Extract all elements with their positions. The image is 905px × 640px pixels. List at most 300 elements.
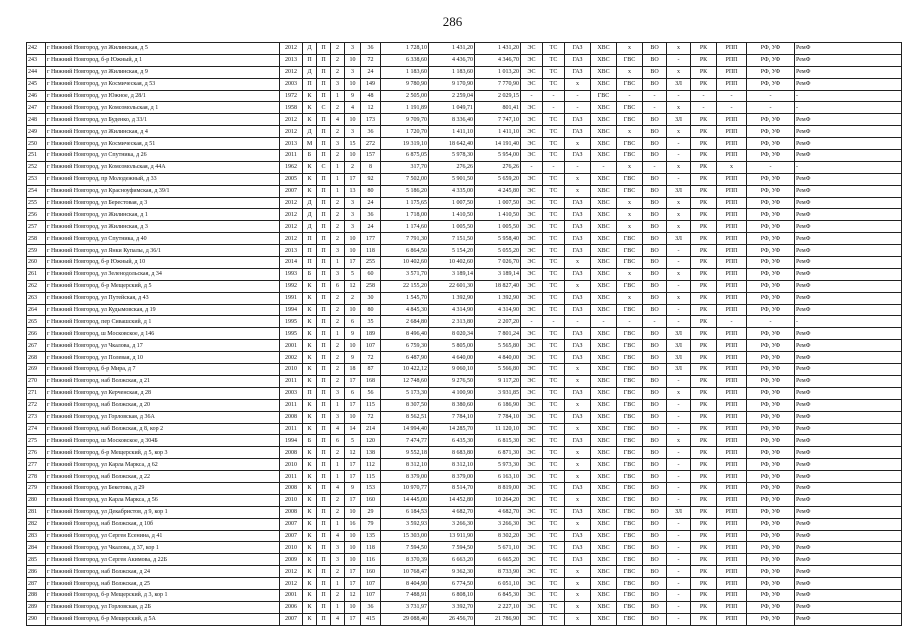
cell-apartments: 160 bbox=[361, 566, 381, 578]
cell-heating: ТС bbox=[543, 387, 565, 399]
cell-roof-type: П bbox=[317, 459, 331, 471]
cell-hot-water: ГВС bbox=[617, 54, 643, 66]
cell-entrances: 1 bbox=[331, 518, 345, 530]
cell-garbage-chute: ЗЛ bbox=[667, 506, 691, 518]
cell-cold-water: ХВС bbox=[591, 423, 617, 435]
cell-capital-repair-fund: РемФ bbox=[795, 304, 902, 316]
cell-facade-work: РФ, УФ bbox=[747, 280, 795, 292]
cell-sewerage: ВО bbox=[643, 114, 667, 126]
cell-hot-water: ГВС bbox=[617, 471, 643, 483]
cell-roof-type: П bbox=[317, 126, 331, 138]
cell-residential-area: 10 264,20 bbox=[475, 494, 521, 506]
cell-row-number: 271 bbox=[27, 387, 46, 399]
cell-row-number: 278 bbox=[27, 471, 46, 483]
cell-heating: ТС bbox=[543, 566, 565, 578]
cell-residential-area: 6 815,30 bbox=[475, 435, 521, 447]
cell-facade-work: РФ, УФ bbox=[747, 459, 795, 471]
cell-address: г Нижний Новгород, наб Волжская, д 25 bbox=[46, 578, 280, 590]
cell-floors: 2 bbox=[345, 161, 361, 173]
table-row bbox=[27, 304, 902, 316]
cell-garbage-chute: - bbox=[667, 447, 691, 459]
cell-heating: ТС bbox=[543, 589, 565, 601]
cell-gas: х bbox=[565, 78, 591, 90]
cell-floors: 9 bbox=[345, 352, 361, 364]
cell-residential-area: 8 733,90 bbox=[475, 566, 521, 578]
cell-row-number: 263 bbox=[27, 292, 46, 304]
cell-electricity: ЭС bbox=[521, 352, 543, 364]
cell-electricity: ЭС bbox=[521, 173, 543, 185]
cell-gas: ГАЗ bbox=[565, 411, 591, 423]
cell-hot-water: ГВС bbox=[617, 494, 643, 506]
cell-row-number: 273 bbox=[27, 411, 46, 423]
cell-hot-water: ГВС bbox=[617, 185, 643, 197]
cell-total-area: 7 791,30 bbox=[381, 233, 429, 245]
cell-hot-water: ГВС bbox=[617, 411, 643, 423]
cell-apartments: 24 bbox=[361, 66, 381, 78]
cell-cold-water: ХВС bbox=[591, 482, 617, 494]
cell-wall-material: К bbox=[303, 316, 317, 328]
cell-roof-type: П bbox=[317, 506, 331, 518]
cell-roof-type: П bbox=[317, 447, 331, 459]
cell-facade-work: РФ, УФ bbox=[747, 601, 795, 613]
cell-overhaul: РК bbox=[691, 340, 717, 352]
table-row bbox=[27, 459, 902, 471]
cell-entrances: 2 bbox=[331, 494, 345, 506]
cell-elevator-maint: РПП bbox=[717, 566, 747, 578]
cell-hot-water: ГВС bbox=[617, 482, 643, 494]
cell-residential-area: 21 786,90 bbox=[475, 613, 521, 625]
cell-hot-water: ГВС bbox=[617, 352, 643, 364]
cell-sewerage: ВО bbox=[643, 268, 667, 280]
cell-electricity: ЭС bbox=[521, 566, 543, 578]
cell-electricity: ЭС bbox=[521, 471, 543, 483]
cell-total-area: 1 728,10 bbox=[381, 43, 429, 55]
cell-elevator-maint: РПП bbox=[717, 114, 747, 126]
cell-gas: х bbox=[565, 138, 591, 150]
cell-sewerage: ВО bbox=[643, 518, 667, 530]
cell-sewerage: - bbox=[643, 161, 667, 173]
cell-row-number: 242 bbox=[27, 43, 46, 55]
cell-roof-type: П bbox=[317, 494, 331, 506]
cell-total-area: 8 404,90 bbox=[381, 578, 429, 590]
cell-total-area: 8 562,51 bbox=[381, 411, 429, 423]
cell-garbage-chute: ЗЛ bbox=[667, 78, 691, 90]
cell-wall-material: К bbox=[303, 90, 317, 102]
cell-entrances: 3 bbox=[331, 387, 345, 399]
cell-apartments: 157 bbox=[361, 150, 381, 162]
cell-facade-work: РФ, УФ bbox=[747, 54, 795, 66]
cell-electricity: ЭС bbox=[521, 43, 543, 55]
cell-total-area: 9 709,70 bbox=[381, 114, 429, 126]
cell-wall-material: К bbox=[303, 423, 317, 435]
cell-apartments: 115 bbox=[361, 399, 381, 411]
cell-garbage-chute: - bbox=[667, 471, 691, 483]
cell-row-number: 259 bbox=[27, 245, 46, 257]
cell-total-area: 9 780,90 bbox=[381, 78, 429, 90]
cell-garbage-chute: - bbox=[667, 613, 691, 625]
cell-heating: ТС bbox=[543, 435, 565, 447]
cell-wall-material: К bbox=[303, 364, 317, 376]
cell-capital-repair-fund: РемФ bbox=[795, 54, 902, 66]
cell-overhaul: РК bbox=[691, 54, 717, 66]
cell-garbage-chute: - bbox=[667, 566, 691, 578]
cell-capital-repair-fund: РемФ bbox=[795, 280, 902, 292]
cell-row-number: 264 bbox=[27, 304, 46, 316]
cell-year-built: 1991 bbox=[280, 292, 303, 304]
cell-overhaul: РК bbox=[691, 280, 717, 292]
cell-electricity: ЭС bbox=[521, 601, 543, 613]
table-row bbox=[27, 601, 902, 613]
cell-address: г Нижний Новгород, наб Волжская, д 24 bbox=[46, 566, 280, 578]
cell-year-built: 2008 bbox=[280, 447, 303, 459]
cell-address: г Нижний Новгород, ул Полевая, д 10 bbox=[46, 352, 280, 364]
cell-overhaul: РК bbox=[691, 542, 717, 554]
cell-entrances: 3 bbox=[331, 542, 345, 554]
cell-elevator-maint: РПП bbox=[717, 578, 747, 590]
cell-floors: 15 bbox=[345, 138, 361, 150]
cell-floors: 10 bbox=[345, 411, 361, 423]
cell-elevator-maint: РПП bbox=[717, 257, 747, 269]
cell-address: г Нижний Новгород, наб Волжская, д 20 bbox=[46, 399, 280, 411]
cell-entrances: 1 bbox=[331, 328, 345, 340]
table-row bbox=[27, 209, 902, 221]
cell-address: г Нижний Новгород, ул Жилинская, д 9 bbox=[46, 66, 280, 78]
cell-gas: х bbox=[565, 589, 591, 601]
cell-address: г Нижний Новгород, ул Комсомольская, д 44А bbox=[46, 161, 280, 173]
cell-address: г Нижний Новгород, ул Комсомольская, д 1 bbox=[46, 102, 280, 114]
cell-hot-water: ГВС bbox=[617, 280, 643, 292]
cell-total-area: 8 307,50 bbox=[381, 399, 429, 411]
cell-total-area: 10 422,12 bbox=[381, 364, 429, 376]
cell-garbage-chute: - bbox=[667, 54, 691, 66]
cell-elevator-maint: РПП bbox=[717, 554, 747, 566]
cell-heating: ТС bbox=[543, 221, 565, 233]
cell-cold-water: ХВС bbox=[591, 197, 617, 209]
cell-year-built: 2006 bbox=[280, 601, 303, 613]
cell-roof-type: П bbox=[317, 221, 331, 233]
cell-residential-area: 5 566,80 bbox=[475, 364, 521, 376]
cell-gas: х bbox=[565, 447, 591, 459]
cell-wall-material: К bbox=[303, 578, 317, 590]
cell-total-area: 5 173,30 bbox=[381, 387, 429, 399]
cell-apartments: 56 bbox=[361, 387, 381, 399]
cell-living-area: 26 456,70 bbox=[429, 613, 475, 625]
cell-hot-water: ГВС bbox=[617, 102, 643, 114]
cell-sewerage: ВО bbox=[643, 221, 667, 233]
cell-floors: 10 bbox=[345, 233, 361, 245]
cell-hot-water: ГВС bbox=[617, 542, 643, 554]
cell-electricity: ЭС bbox=[521, 197, 543, 209]
cell-capital-repair-fund: РемФ bbox=[795, 518, 902, 530]
cell-capital-repair-fund: РемФ bbox=[795, 185, 902, 197]
cell-facade-work: РФ, УФ bbox=[747, 578, 795, 590]
cell-electricity: ЭС bbox=[521, 185, 543, 197]
cell-address: г Нижний Новгород, ул Чкалова, д 17 bbox=[46, 340, 280, 352]
cell-hot-water: ГВС bbox=[617, 518, 643, 530]
cell-living-area: 8 514,70 bbox=[429, 482, 475, 494]
cell-elevator-maint: РПП bbox=[717, 613, 747, 625]
cell-hot-water: ГВС bbox=[617, 435, 643, 447]
cell-garbage-chute: ЗЛ bbox=[667, 114, 691, 126]
cell-elevator-maint: х bbox=[717, 161, 747, 173]
cell-sewerage: ВО bbox=[643, 257, 667, 269]
cell-garbage-chute: х bbox=[667, 102, 691, 114]
cell-sewerage: - bbox=[643, 316, 667, 328]
cell-apartments: 12 bbox=[361, 102, 381, 114]
table-row bbox=[27, 435, 902, 447]
cell-cold-water: ХВС bbox=[591, 173, 617, 185]
cell-hot-water: х bbox=[617, 221, 643, 233]
cell-address: г Нижний Новгород, ул Сергея Акимова, д 22Б bbox=[46, 554, 280, 566]
cell-garbage-chute: х bbox=[667, 126, 691, 138]
cell-roof-type: П bbox=[317, 471, 331, 483]
cell-living-area: 1 005,50 bbox=[429, 221, 475, 233]
page-number: 286 bbox=[442, 14, 463, 29]
cell-year-built: 1992 bbox=[280, 280, 303, 292]
cell-total-area: 2 505,00 bbox=[381, 90, 429, 102]
cell-gas: ГАЗ bbox=[565, 340, 591, 352]
cell-year-built: 2008 bbox=[280, 482, 303, 494]
cell-total-area: 6 487,90 bbox=[381, 352, 429, 364]
cell-row-number: 286 bbox=[27, 566, 46, 578]
cell-row-number: 244 bbox=[27, 66, 46, 78]
cell-elevator-maint: РПП bbox=[717, 78, 747, 90]
cell-garbage-chute: х bbox=[667, 66, 691, 78]
cell-electricity: ЭС bbox=[521, 613, 543, 625]
cell-facade-work: РФ, УФ bbox=[747, 530, 795, 542]
cell-electricity: ЭС bbox=[521, 245, 543, 257]
cell-entrances: 1 bbox=[331, 185, 345, 197]
cell-year-built: 2012 bbox=[280, 221, 303, 233]
cell-facade-work: РФ, УФ bbox=[747, 435, 795, 447]
cell-garbage-chute: ЗЛ bbox=[667, 340, 691, 352]
cell-entrances: 4 bbox=[331, 530, 345, 542]
table-row bbox=[27, 138, 902, 150]
cell-wall-material: К bbox=[303, 554, 317, 566]
cell-facade-work: РФ, УФ bbox=[747, 340, 795, 352]
cell-garbage-chute: - bbox=[667, 375, 691, 387]
cell-roof-type: П bbox=[317, 566, 331, 578]
cell-year-built: 2011 bbox=[280, 423, 303, 435]
cell-residential-area: 3 189,14 bbox=[475, 268, 521, 280]
cell-entrances: 1 bbox=[331, 459, 345, 471]
cell-wall-material: Б bbox=[303, 435, 317, 447]
cell-entrances: 2 bbox=[331, 54, 345, 66]
cell-entrances: 2 bbox=[331, 316, 345, 328]
table-row bbox=[27, 78, 902, 90]
table-row bbox=[27, 233, 902, 245]
cell-electricity: ЭС bbox=[521, 518, 543, 530]
cell-living-area: 6 808,10 bbox=[429, 589, 475, 601]
cell-floors: 3 bbox=[345, 209, 361, 221]
cell-elevator-maint: РПП bbox=[717, 423, 747, 435]
cell-heating: ТС bbox=[543, 114, 565, 126]
cell-residential-area: 8 302,20 bbox=[475, 530, 521, 542]
cell-entrances: 2 bbox=[331, 66, 345, 78]
cell-hot-water: ГВС bbox=[617, 423, 643, 435]
cell-gas: х bbox=[565, 613, 591, 625]
cell-overhaul: РК bbox=[691, 447, 717, 459]
cell-floors: 10 bbox=[345, 340, 361, 352]
cell-heating: ТС bbox=[543, 257, 565, 269]
cell-entrances: 2 bbox=[331, 209, 345, 221]
cell-facade-work: РФ, УФ bbox=[747, 209, 795, 221]
cell-living-area: 8 683,80 bbox=[429, 447, 475, 459]
cell-floors: 3 bbox=[345, 126, 361, 138]
cell-total-area: 7 594,50 bbox=[381, 542, 429, 554]
cell-residential-area: 4 314,90 bbox=[475, 304, 521, 316]
cell-sewerage: ВО bbox=[643, 447, 667, 459]
cell-residential-area: 6 845,30 bbox=[475, 589, 521, 601]
cell-wall-material: П bbox=[303, 387, 317, 399]
cell-elevator-maint: РПП bbox=[717, 268, 747, 280]
cell-total-area: 10 970,77 bbox=[381, 482, 429, 494]
cell-address: г Нижний Новгород, б-р Мещерский, д 5, кор 3 bbox=[46, 447, 280, 459]
cell-total-area: 9 552,18 bbox=[381, 447, 429, 459]
cell-facade-work: РФ, УФ bbox=[747, 375, 795, 387]
cell-wall-material: П bbox=[303, 54, 317, 66]
cell-capital-repair-fund: РемФ bbox=[795, 542, 902, 554]
cell-roof-type: П bbox=[317, 280, 331, 292]
cell-sewerage: ВО bbox=[643, 173, 667, 185]
cell-floors: 10 bbox=[345, 54, 361, 66]
cell-residential-area: 276,26 bbox=[475, 161, 521, 173]
cell-residential-area: 2 029,15 bbox=[475, 90, 521, 102]
cell-electricity: ЭС bbox=[521, 364, 543, 376]
cell-year-built: 2010 bbox=[280, 459, 303, 471]
cell-year-built: 2014 bbox=[280, 257, 303, 269]
cell-floors: 3 bbox=[345, 221, 361, 233]
cell-floors: 3 bbox=[345, 43, 361, 55]
cell-apartments: 92 bbox=[361, 173, 381, 185]
cell-garbage-chute: х bbox=[667, 387, 691, 399]
cell-overhaul: РК bbox=[691, 494, 717, 506]
cell-electricity: ЭС bbox=[521, 482, 543, 494]
cell-heating: ТС bbox=[543, 280, 565, 292]
cell-row-number: 269 bbox=[27, 364, 46, 376]
cell-year-built: 2012 bbox=[280, 197, 303, 209]
cell-elevator-maint: РПП bbox=[717, 66, 747, 78]
cell-address: г Нижний Новгород, ул Спутника, д 40 bbox=[46, 233, 280, 245]
cell-living-area: 10 402,60 bbox=[429, 257, 475, 269]
cell-heating: ТС bbox=[543, 352, 565, 364]
cell-apartments: 112 bbox=[361, 459, 381, 471]
cell-address: г Нижний Новгород, ул Кудымовская, д 19 bbox=[46, 304, 280, 316]
cell-capital-repair-fund: - bbox=[795, 161, 902, 173]
cell-year-built: 2007 bbox=[280, 613, 303, 625]
cell-residential-area: 4 346,70 bbox=[475, 54, 521, 66]
cell-cold-water: ХВС bbox=[591, 530, 617, 542]
cell-roof-type: П bbox=[317, 340, 331, 352]
cell-floors: 12 bbox=[345, 589, 361, 601]
table-row bbox=[27, 221, 902, 233]
cell-capital-repair-fund: - bbox=[795, 102, 902, 114]
cell-hot-water: ГВС bbox=[617, 375, 643, 387]
cell-electricity: ЭС bbox=[521, 66, 543, 78]
cell-sewerage: ВО bbox=[643, 78, 667, 90]
cell-floors: 10 bbox=[345, 506, 361, 518]
cell-row-number: 249 bbox=[27, 126, 46, 138]
cell-row-number: 246 bbox=[27, 90, 46, 102]
cell-apartments: 138 bbox=[361, 447, 381, 459]
cell-garbage-chute: ЗЛ bbox=[667, 233, 691, 245]
cell-electricity: ЭС bbox=[521, 221, 543, 233]
cell-residential-area: 11 120,10 bbox=[475, 423, 521, 435]
cell-capital-repair-fund: РемФ bbox=[795, 197, 902, 209]
cell-living-area: 276,26 bbox=[429, 161, 475, 173]
cell-overhaul: РК bbox=[691, 173, 717, 185]
cell-heating: ТС bbox=[543, 66, 565, 78]
cell-wall-material: К bbox=[303, 340, 317, 352]
cell-facade-work: РФ, УФ bbox=[747, 150, 795, 162]
table-row bbox=[27, 471, 902, 483]
cell-heating: ТС bbox=[543, 506, 565, 518]
cell-wall-material: К bbox=[303, 566, 317, 578]
cell-residential-area: 3 266,30 bbox=[475, 518, 521, 530]
cell-hot-water: х bbox=[617, 161, 643, 173]
table-row bbox=[27, 292, 902, 304]
cell-facade-work: - bbox=[747, 102, 795, 114]
cell-elevator-maint: РПП bbox=[717, 482, 747, 494]
cell-heating: ТС bbox=[543, 459, 565, 471]
cell-garbage-chute: - bbox=[667, 494, 691, 506]
cell-floors: 6 bbox=[345, 316, 361, 328]
cell-living-area: 5 901,50 bbox=[429, 173, 475, 185]
cell-roof-type: П bbox=[317, 364, 331, 376]
cell-wall-material: П bbox=[303, 233, 317, 245]
cell-roof-type: П bbox=[317, 54, 331, 66]
cell-year-built: 2001 bbox=[280, 340, 303, 352]
cell-floors: 17 bbox=[345, 173, 361, 185]
cell-roof-type: П bbox=[317, 268, 331, 280]
cell-garbage-chute: - bbox=[667, 459, 691, 471]
cell-cold-water: ХВС bbox=[591, 304, 617, 316]
cell-facade-work: РФ, УФ bbox=[747, 233, 795, 245]
cell-electricity: ЭС bbox=[521, 578, 543, 590]
cell-roof-type: П bbox=[317, 530, 331, 542]
cell-facade-work: РФ, УФ bbox=[747, 138, 795, 150]
cell-address: г Нижний Новгород, ул Горловская, д 36А bbox=[46, 411, 280, 423]
table-row bbox=[27, 542, 902, 554]
cell-row-number: 254 bbox=[27, 185, 46, 197]
cell-garbage-chute: - bbox=[667, 399, 691, 411]
cell-garbage-chute: х bbox=[667, 197, 691, 209]
cell-total-area: 1 718,00 bbox=[381, 209, 429, 221]
cell-wall-material: К bbox=[303, 411, 317, 423]
cell-overhaul: РК bbox=[691, 245, 717, 257]
cell-residential-area: 3 931,85 bbox=[475, 387, 521, 399]
cell-wall-material: К bbox=[303, 518, 317, 530]
cell-apartments: 107 bbox=[361, 578, 381, 590]
cell-address: г Нижний Новгород, ул Янки Купалы, д 36/1 bbox=[46, 245, 280, 257]
cell-living-area: 1 411,10 bbox=[429, 126, 475, 138]
cell-apartments: 107 bbox=[361, 340, 381, 352]
cell-floors: 10 bbox=[345, 530, 361, 542]
cell-total-area: 12 748,60 bbox=[381, 375, 429, 387]
cell-cold-water: ХВС bbox=[591, 292, 617, 304]
cell-year-built: 1958 bbox=[280, 102, 303, 114]
cell-entrances: 2 bbox=[331, 150, 345, 162]
cell-wall-material: Д bbox=[303, 209, 317, 221]
cell-gas: ГАЗ bbox=[565, 221, 591, 233]
cell-facade-work: РФ, УФ bbox=[747, 411, 795, 423]
cell-row-number: 248 bbox=[27, 114, 46, 126]
cell-elevator-maint: РПП bbox=[717, 518, 747, 530]
cell-hot-water: х bbox=[617, 292, 643, 304]
cell-electricity: ЭС bbox=[521, 78, 543, 90]
cell-address: г Нижний Новгород, наб Волжская, д 10б bbox=[46, 518, 280, 530]
cell-entrances: 2 bbox=[331, 447, 345, 459]
